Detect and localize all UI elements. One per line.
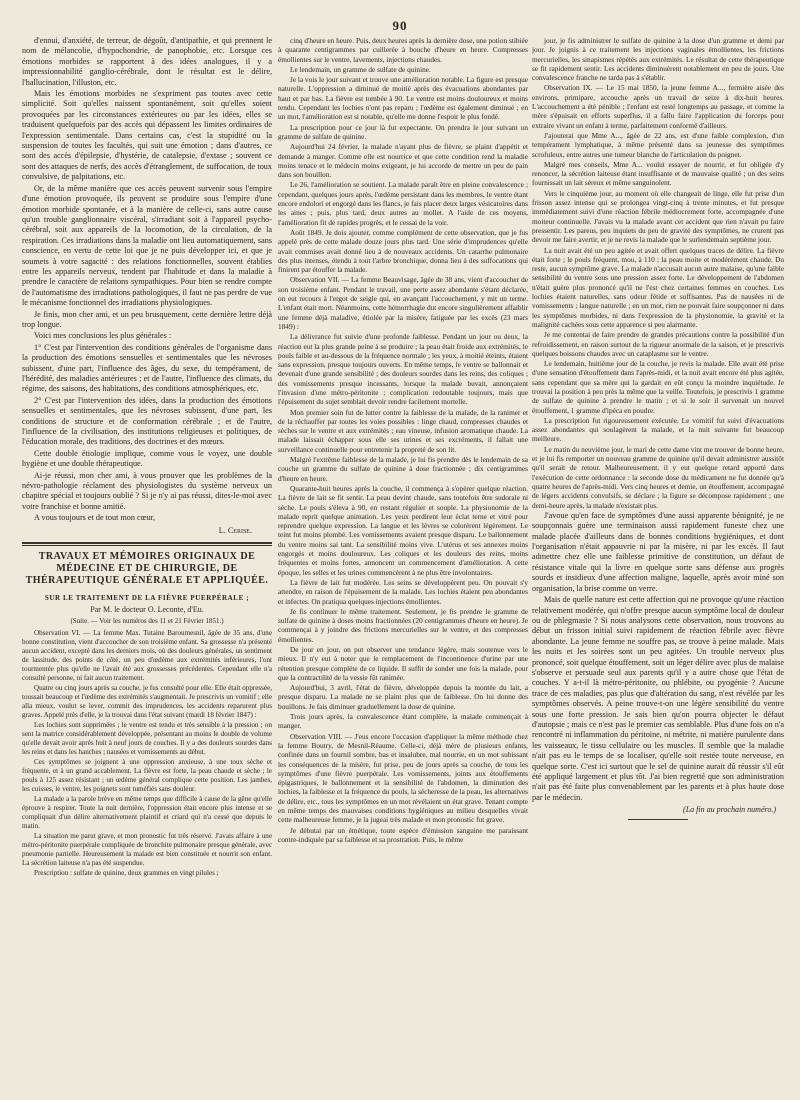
paragraph: Observation VII. — La femme Beauvisage, âgée de 38 ans, vient d'accoucher de son troisième enfant. Pendant le travail, une perte assez abondante s'étant déclarée, on eut recours à l'ergot de seigle qui, en avançant l'accouchement, y mit un terme. L'enfant était mort. Néanmoins, cette hémorrhagie dut encore singulièrement affaiblir une femme déjà maladive, étiolée par la misère, fatiguée par les excès (23 mars 1849) : — [278, 275, 528, 331]
paragraph: Ces symptômes se joignent à une oppression anxieuse, à une toux sèche et fréquente, et à un grand accablement. La fièvre est forte, la peau chaude et sèche ; le pouls à 125 assez résistant ; un œdème général complique cette position. Les jambes, les cuisses, le ventre, les poignets sont tuméfiés sans douleur. — [22, 758, 272, 794]
column-middle-body — [278, 36, 528, 844]
paragraph: 2° C'est par l'intervention des idées, dans la production des émotions sensuelles et sentimentales, que les névroses subissent, d'une part, les conditions de structure et de conformation cérébrale ; et de l'autre, l'influence de la civilisation, des institutions religieuses et politiques, de l'éducation morale, des traditions, des doctrines et des mœurs. — [22, 395, 272, 447]
column-left-body — [22, 36, 272, 524]
paragraph: Or, de la même manière que ces accès peuvent survenir sous l'empire d'une émotion provoquée, ils peuvent se produire sous l'empire d'une émotion morbide spontanée, et à la manière de celle-ci, sans autre cause qu'un trouble ganglionnaire viscéral, s'irradiant soit à l'appareil psycho-cérébral, soit aux appareils de la locomotion, de la circulation, de la respiration. Ces irradiations dans la maladie ont lieu automatiquement, sans conscience, en vertu de cette loi que je ne puis développer ici, et que je soumets à votre sagacité : des relations fonctionnelles, souvent établies entre les appareils nerveux, tendent par l'habitude et dans la maladie à prendre le caractère de relations sympathiques. Pour bien se rendre compte de l'automatisme des irradiations pathologiques, il faut ne pas perdre de vue le mécanisme fonctionnel des irradiations physiologiques. — [22, 183, 272, 308]
paragraph: La nuit avait été un peu agitée et avait offert quelques traces de délire. La fièvre était forte ; le pouls fréquent, mou, à 110 ; la peau moite et modérément chaude. Du reste, aucun symptôme grave. La malade n'accusait aucun autre malaise, qu'une faible sensibilité du ventre sous une pression assez forte. Le développement de l'abdomen n'était guère plus prononcé qu'il ne l'est chez certaines femmes en couches. Les lochies étaient naturelles, sans odeur fétide et suffisantes. Pas de nausées ni de vomissements ; langue naturelle ; en un mot, rien ne pouvait faire soupçonner ni dans les symptômes morbides, ni dans l'expression de la physionomie, la gravité et la malignité cachées sous cette apparence si peu alarmante. — [532, 245, 784, 329]
paragraph: J'avoue qu'en face de symptômes d'une aussi apparente bénignité, je ne soupçonnais guère une terminaison aussi rapidement funeste chez une malade placée d'ailleurs dans de bonnes conditions hygiéniques, et dont l'organisation n'était appauvrie ni par la misère, ni par les excès. Il faut admettre chez elle une faiblesse primitive de constitution, un défaut de résistance vitale qui la livre en quelque sorte sans défense aux progrès sourds et insidieux d'une affection maligne, laquelle, après avoir miné son organisation, la brise comme un verre. — [532, 510, 784, 593]
paragraph: Observation VIII. — J'eus encore l'occasion d'appliquer la même méthode chez la femme Boutry, de Mesnil-Réaume. Celle-ci, déjà mère de plusieurs enfants, confinée dans un fournil sombre, bas et insalubre, mal nourrie, en un mot subissant les conséquences de la misère, fut prise, peu de jours après sa couche, de tous les symptômes d'une fièvre puerpérale. Les vomissements, joints aux étouffements épigastriques, le ballonnement et la sensibilité de l'abdomen, la diminution des lochies, la faiblesse et la fréquence du pouls, la sécheresse de la peau, les alternatives de délire, etc., tous les symptômes en un mot révélaient un état grave. Tenant compte en même temps des mauvaises conditions hygiéniques au milieu desquelles vivait cette malheureuse femme, je la jugeai très malade et mon pronostic fut grave. — [278, 731, 528, 825]
paragraph: Mon premier soin fut de lutter contre la faiblesse de la malade, de la ranimer et de la réchauffer par toutes les voies possibles : linge chaud, compresses chaudes et sèches sur le ventre et aux extrémités ; eau vineuse, infusion aromatique chaude. La malade laissait échapper sous elle ses urines et ses excréments, il fallait une surveillance continuelle pour entretenir la propreté de son lit. — [278, 407, 528, 454]
paragraph: Prescription : sulfate de quinine, deux grammes en vingt pilules ; — [34, 869, 219, 878]
paragraph: Observation IX. — Le 15 mai 1850, la jeune femme A..., fermière aisée des environs, primipare, accouche après un travail de seize à dix-huit heures. L'accouchement a été pénible ; l'enfant est resté longtemps au passage, et comme la mère s'épuisait en efforts superflus, il a fallu faire l'application du forceps pour extraire vivant un enfant à terme, parfaitement conformé d'ailleurs. — [532, 83, 784, 130]
column-right-commentary — [532, 511, 784, 803]
paragraph: Le matin du neuvième jour, le mari de cette dame vint me trouver de bonne heure, et je lui fis remporter un nouveau gramme de quinine qu'il devait administrer aussitôt qu'il serait de retour. Malheureusement, il y eut quelque retard apporté dans l'exécution de cette ordonnance : la seconde dose du médicament ne fut donnée qu'à quatre heures de l'après-midi. Vers cinq heures et demie, un étouffement, accompagné de légers accidents convulsifs, se déclare ; la figure se décompose rapidement ; une demi-heure après, la malade n'existait plus. — [532, 444, 784, 510]
paragraph: Malgré mes conseils, Mme A... voulut essayer de nourrir, et fut obligée d'y renoncer, la sécrétion laiteuse étant insuffisante et de mauvaise qualité ; un des seins fournissait un lait séreux et même sanguinolent. — [532, 159, 784, 188]
paragraph: Je fis continuer le même traitement. Seulement, je fis prendre le gramme de sulfate de quinine à doses moins fractionnées (20 centigrammes d'heure en heure). Je commençai à y joindre des frictions mercurielles sur le ventre, et des compresses émollientes. — [278, 606, 528, 644]
paragraph: La situation me parut grave, et mon pronostic fut très réservé. J'avais affaire à une métro-péritonite puerpérale compliquée de bronchite pulmonaire presque générale, avec pneumonie partielle. Heureusement la malade est bien constituée et nourrit son enfant. La sécrétion laiteuse n'a pas été suspendue. — [22, 832, 272, 868]
section-rule-top — [22, 542, 272, 544]
paragraph: Aujourd'hui, 3 avril, l'état de fièvre, développée depuis la montée du lait, a presque disparu. La malade ne se plaint plus que de faiblesse. On lui donne des bouillons. Je fais diminuer graduellement la dose de quinine. — [278, 683, 528, 711]
paragraph: La malade a la parole brève en même temps que difficile à cause de la gêne qu'elle éprouve à respirer. Toute la nuit dernière, l'oppression était encore plus intense et se compliquait d'un délire alternativement plaintif et criard qui n'a cessé que depuis le matin. — [22, 795, 272, 831]
paragraph: Août 1849. Je dois ajouter, comme complément de cette observation, que je fus appelé près de cette malade douze jours plus tard. Une série d'imprudences qu'elle avait commises avait donné lieu à de nouveaux accidents. Un catarrhe pulmonaire des plus intenses, étendu à tout l'arbre bronchique, donna lieu à des suffocations qui finirent par étouffer la malade. — [278, 227, 528, 275]
paragraph: Trois jours après, la convalescence étant complète, la malade commençait à manger. — [278, 712, 528, 731]
section-title: TRAVAUX ET MÉMOIRES ORIGINAUX DE MÉDECINE ET DE CHIRURGIE, DE THÉRAPEUTIQUE GÉNÉRALE ET APPLIQUÉE. — [25, 551, 269, 587]
paragraph: Cette double étiologie implique, comme vous le voyez, une double hygiène et une double thérapeutique. — [22, 448, 272, 469]
paragraph: De jour en jour, on put observer une tendance légère, mais soutenue vers le mieux. Il n'y eut à noter que le remplacement de l'incontinence d'urine par une rétention presque complète de ce liquide. Il suffit de sonder une fois la malade, pour que la contractilité de la vessie fût ranimée. — [278, 645, 528, 682]
paragraph: d'ennui, d'anxiété, de terreur, de dégoût, d'antipathie, et qui prennent le nom de mélancolie, d'hypochondrie, de panophobie, etc. Lorsque ces émotions morbides se rapportent à des idées analogues, il y a impressionnabilité ganglio-cérébrale, dont le résultat est le délire, l'hallucination, l'illusion, etc. — [22, 36, 272, 87]
paragraph: Je me contentai de faire prendre de grandes précautions contre la possibilité d'un refroidissement, en raison surtout de la rigueur anormale de la saison, et je prescrivis quelques boissons chaudes avec un cataplasme sur le ventre. — [532, 330, 784, 358]
section-rule-bottom — [22, 545, 272, 546]
paragraph: La prescription fut rigoureusement exécutée. Le vomitif fut suivi d'évacuations assez abondantes qui soulagèrent la malade, et la nuit suivante fut beaucoup meilleure. — [532, 415, 784, 444]
paragraph: Quarante-huit heures après la couche, il commença à s'opérer quelque réaction. La fièvre de lait se fit sentir. La peau devint chaude, sans toutefois être sudorale ni sèche. Le pouls s'éleva à 90, en restant régulier et souple. La physionomie de la malade reprit quelque animation. Les yeux perdirent leur éclat terne et vitré pour reprendre quelque expression. La langue et les lèvres se colorèrent légèrement. Le teint fut moins plombé. Les vomissements avaient presque disparu. Le ballonnement du ventre moins sai tant. La sensibilité moins vive. L'utérus et ses annexes moins engorgés et moins douloureux. Les coliques et les douleurs des reins, moins fréquentes et moins fortes, annoncent un commencement d'amélioration. A cette époque, les selles et les urines commencèrent à ne plus être involontaires. — [278, 483, 528, 577]
end-rule — [628, 819, 688, 820]
column-right-body — [532, 36, 784, 510]
column-left — [22, 36, 272, 1086]
paragraph: Malgré l'extrême faiblesse de la malade, je lui fis prendre dès le lendemain de sa couche un gramme du sulfate de quinine à dose fractionnée ; dix centigrammes d'heure en heure. — [278, 455, 528, 483]
signature: L. Cerise. — [218, 525, 252, 535]
paragraph: Je la vois le jour suivant et trouve une amélioration notable. La figure est presque naturelle. L'oppression a diminué de moitié après des évacuations abondantes par haut et par bas. La fièvre est tombée à 90. Le ventre est moins douloureux et moins tendu. Cependant les lochies n'ont pas reparu ; l'œdème est également diminué ; en un mot, l'amélioration est si notable, qu'elle me donne l'espoir le plus fondé. — [278, 75, 528, 122]
paragraph: jour, je fis administrer le sulfate de quinine à la dose d'un gramme et demi par jour. Je joignis à ce traitement les injections vaginales émollientes, les frictions mercurielles, les sinapismes répétés aux extrémités. Le résultat de cette thérapeutique se fit rapidement sentir. Les accidents diminuèrent notablement en peu de jours. Une convalescence franche ne tarda pas à s'établir. — [532, 36, 784, 83]
paragraph: Voici mes conclusions les plus générales : — [34, 331, 172, 341]
paragraph: Mais les émotions morbides ne s'expriment pas toutes avec cette simplicité. Soit qu'elles naissent spontanément, soit qu'elles soient provoquées par les circonstances extérieures ou par les idées, elles se traduisent quelquefois par des accès qui dépassent les limites ordinaires de l'expression sentimentale. Dans certains cas, c'est la stupidité ou la suspension de toutes les facultés, qui suit une émotion ; dans d'autres, ce sont des accès d'épilepsie, d'hystérie, de catalepsie, d'extase ; souvent ce sont des attaques de nerfs, des accès d'étranglement, de suffocation, de toux convulsive, de palpitations, etc. — [22, 89, 272, 182]
paragraph: Mais de quelle nature est cette affection qui ne provoque qu'une réaction relativement modérée, qui n'offre presque aucun symptôme local de douleur ou de phlegmasie ? Si nous analysons cette observation, nous trouvons au début un frisson initial suivi rapidement de réaction fébrile avec fièvre abondante. La jeune femme ne souffre pas, se trouve à peine malade. Mais les nuits et les soirées sont un peu agitées. Un trouble nerveux plus prononcé, soit quelque étouffement, soit un léger délire avec plus de malaise s'observe et persuade seul aux parents qu'il y a autre chose que l'état de couches. Y a-t-il là métro-péritonite, ou phlébite, ou pyogénie ? Aucune trace de ces maladies, pas plus que d'altération du sang, n'est révélée par les symptômes observés. A peine trouve-t-on une légère sensibilité du ventre sous une forte pression. Je sais bien qu'on pourra objecter le défaut d'autopsie ; mais ce n'est pas le premier cas semblable. Plus d'une fois on n'a rencontré ni inflammation du péritoine, ni métrite, ni matière purulente dans les vaisseaux, le tissu cellulaire ou les muscles. Il semble que la maladie n'ait pas eu le temps de se localiser, qu'elle soit restée toute nerveuse, en quelque sorte. C'est ici surtout que le sel de quinine aurait dû réussir s'il eût été appliqué largement et plus tôt. J'ai bien regretté que son administration n'ait pas été faite plus convenablement par les parents et à plus haute dose par le médecin. — [532, 595, 784, 802]
paragraph: Ai-je réussi, mon cher ami, à vous prouver que les problèmes de la névro-pathologie réclament des physiologistes du système nerveux un chapitre spécial et toujours oublié ? Si je n'y ai pas réussi, dites-le-moi avec votre franchise et bonne amitié. — [22, 470, 272, 511]
paragraph: Le lendemain, huitième jour de la couche, je revis la malade. Elle avait été prise d'une sensation d'étouffement dans l'après-midi, et la nuit avait encore été plus agitée, sans cependant que sa mère qui la gardait en eût conçu la moindre inquiétude. Je trouvai la position à peu près la même que la veille. Toutefois, je prescrivis 1 gramme de sulfate de quinine à prendre le matin ; et si le soir il survenait un nouvel étouffement, 1 gramme d'ipéca en poudre. — [532, 359, 784, 415]
article-author: Par M. le docteur O. Leconte, d'Eu. — [90, 604, 204, 614]
paragraph: 1° C'est par l'intervention des conditions générales de l'organisme dans la production des émotions sensuelles et sentimentales que les névroses subissent, d'une part, l'influence des âges, du sexe, du tempérament, de l'hérédité, des maladies antérieures ; et de l'autre, l'influence des climats, du régime, des saisons, des habitations, des conditions atmosphériques, etc. — [22, 342, 272, 394]
continued-note: (La fin au prochain numéro.) — [683, 805, 776, 815]
paragraph: La fièvre de lait fut modérée. Les seins se développèrent peu. On pouvait s'y attendre, en raison de l'épuisement de la malade. Les lochies étaient peu abondantes et infectes. On pratiqua quelques injections émollientes. — [278, 577, 528, 606]
paragraph: Je finis, mon cher ami, et un peu brusquement, cette dernière lettre déjà trop longue. — [22, 309, 272, 329]
article-title: SUR LE TRAITEMENT DE LA FIÈVRE PUERPÉRALE ; — [44, 594, 250, 603]
paragraph: La prescription pour ce jour là fut expectante. On prendra le jour suivant un gramme de sulfate de quinine. — [278, 122, 528, 141]
paragraph: Aujourd'hui 24 février, la malade n'ayant plus de fièvre, se plaint d'appétit et demande à manger. Comme elle est nourrice et que cette condition rend la maladie moins tenace et le médecin moins exigeant, je lui accorde de mettre un peu de pain dans son bouillon. — [278, 142, 528, 180]
paragraph: Je débutai par un émétique, toute espèce d'émission sanguine me paraissant contre-indiquée par sa faiblesse et sa prostration. Puis, le même — [278, 825, 528, 844]
paragraph: Le lendemain, un gramme de sulfate de quinine. — [290, 64, 431, 74]
column-right — [532, 36, 784, 1086]
paragraph: Les lochies sont supprimées ; le ventre est tendu et très sensible à la pression ; on sent la matrice considérablement développée, présentant au moins le double de volume qu'elle devait avoir après huit à neuf jours de couches. Il y a des douleurs sourdes dans les reins et dans les hanches ; nausées et vomissements au début. — [22, 721, 272, 757]
paragraph: Quatre ou cinq jours après sa couche, je fus consulté pour elle. Elle était oppressée, toussait beaucoup et l'œdème des extrémités s'augmentait. Je prescrivis un vomitif ; elle alla mieux, voulut se lever, commit des imprudences, les accidents reparurent plus graves. Appelé près d'elle, je la trouvai dans l'état suivant (mardi 18 février 1847) : — [22, 684, 272, 720]
page-number: 90 — [392, 18, 408, 33]
paragraph: cinq d'heure en heure. Puis, deux heures après la dernière dose, une potion stibiée à quarante centigrammes par cuillerée à bouche d'heure en heure. Compresses émollientes sur le ventre, lavements, injections chaudes. — [278, 36, 528, 64]
paragraph: J'ajouterai que Mme A..., âgée de 22 ans, est d'une faible complexion, d'un tempérament lymphatique, à même présenté dans sa jeunesse des symptômes scrofuleux, entre autres une tumeur blanche de l'articulation du poignet. — [532, 130, 784, 159]
paragraph: Vers le cinquième jour, au moment où elle changeait de linge, elle fut prise d'un frisson assez intense qui se prolongea vingt-cinq à trente minutes, et fut presque immédiatement suivi d'une réaction fébrile médiocrement forte, accompagnée d'une moiteur continuelle. J'avais vu la malade avant cet accident que rien n'avait pu faire pressentir. Les pareus, peu inquiets du peu de gravité des symptômes, ne crurent pas devoir me faire avertir, et je ne revis la malade que le surlendemain septième jour. — [532, 188, 784, 245]
column-middle — [278, 36, 528, 1086]
paragraph: A vous toujours et de tout mon cœur, — [34, 513, 156, 523]
paragraph: La délivrance fut suivie d'une profonde faiblesse. Pendant un jour ou deux, la réaction eut la plus grande peine à se produire ; la peau était froide aux extrémités, le pouls faible et au-dessous de la fréquence normale ; les yeux, à moitié éteints, étaient sans expression, presque toujours ouverts. En même temps, le ventre se ballonnait et devenait d'une grande sensibilité ; des douleurs sourdes dans les reins, des coliques ; des vomissements presque incessants, lorsque la malade buvait, annonçaient l'invasion d'une métro-péritonite ; complication redoutable toujours, mais que l'épuisement du sujet semblait devoir rendre facilement mortelle. — [278, 332, 528, 407]
article-note: (Suite. — Voir les numéros des 11 et 21 Février 1851.) — [70, 616, 224, 625]
paragraph: Observation VI. — La femme Max. Tutaine Baroumesnil, âgée de 35 ans, d'une bonne constitution, vient d'accoucher de son troisième enfant. Sa grossesse n'a présenté aucun accident, excepté dans les derniers mois, où des douleurs générales, un sentiment de lassitude, des points de côté, un peu d'œdème aux extrémités inférieures, l'ont tourmentée plus qu'elle ne l'avait été aux grossesses précédentes. Cependant elle n'a consulté personne, ni fait aucun traitement. — [22, 629, 272, 683]
column-left-lower-body — [22, 629, 272, 878]
paragraph: Le 26, l'amélioration se soutient. La malade paraît être en pleine convalescence ; cependant, quelques jours après, l'œdème persistant dans les membres, le ventre étant encore endolori et engorgé dans les flancs, je fais placer deux larges vésicatoires dans les aines ; puis, plus tard, deux autres au mollet. A l'aide de ces moyens, l'amélioration fit de rapides progrès, et le cessai de la voir. — [278, 180, 528, 227]
